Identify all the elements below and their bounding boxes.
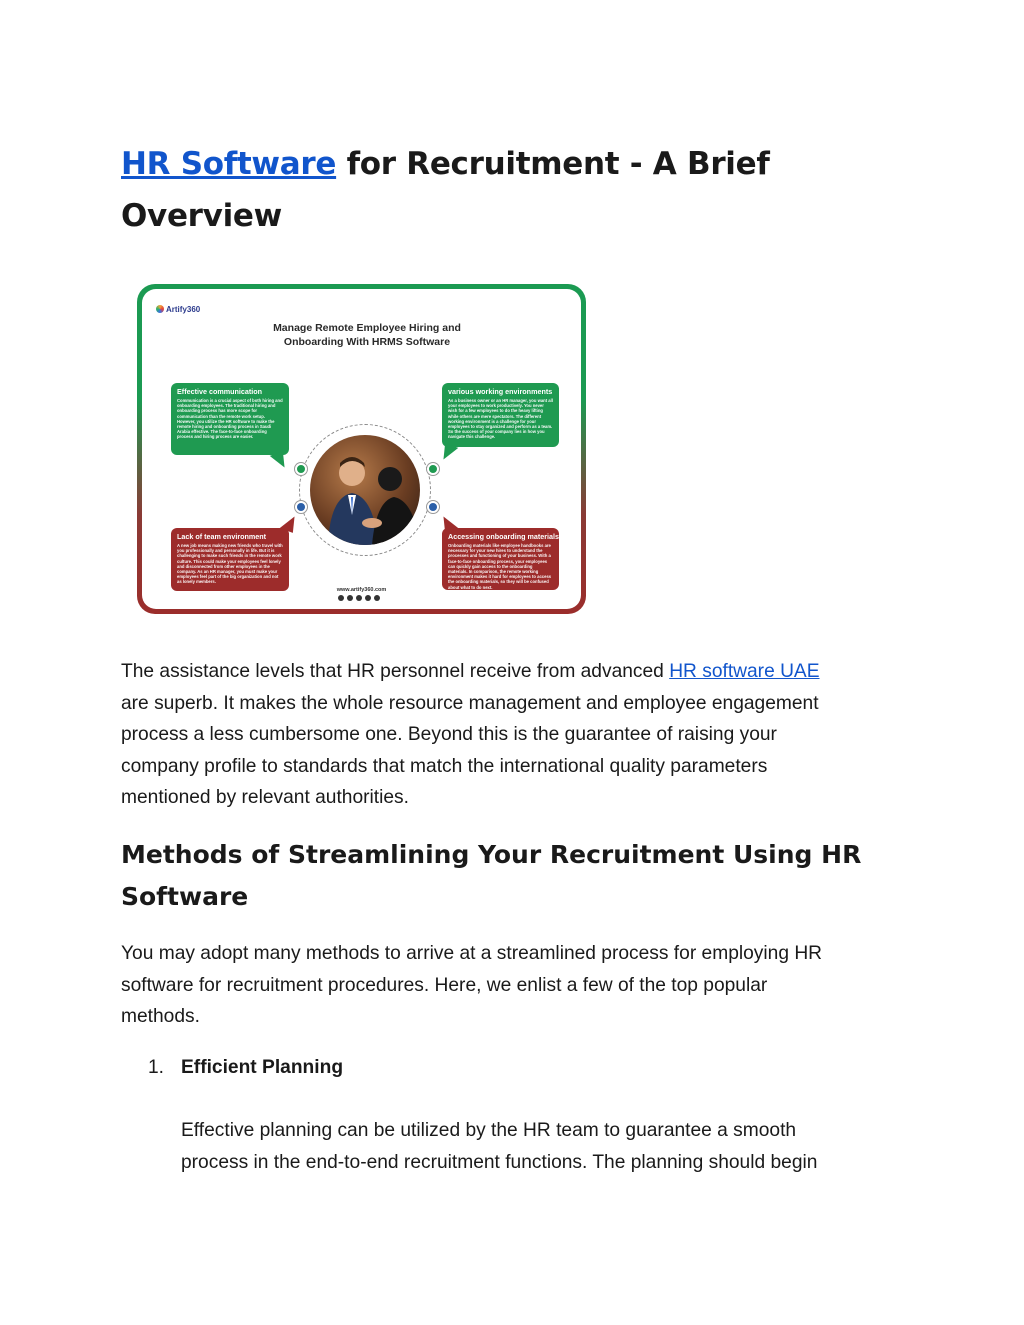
bubble-text: As a business owner or an HR manager, you want all your employees to work productively. You never wish for a few employees to do the heavy lifting while others are mere spectators. The different working environment is a challenge for your employees to stay organized and perform as a team. So the success of your company lies in how you navigate this challenge. [448, 398, 553, 440]
bubble-text: A new job means making new friends who travel with you professionally and personally in life. But it is challenging to make such friends in the remote work culture. This could make your employees feel lonely and disconnected from other employees in the company. As an HR manager, you must make your employees feel part of the big organization and not as lonely members. [177, 543, 283, 585]
linkedin-icon [365, 595, 371, 601]
connector-dot [295, 463, 307, 475]
bubble-text: Onboarding materials like employee handbooks are necessary for your new hires to understand the processes and functioning of your business. With a face-to-face onboarding process, your employees can quickly gain access to the onboarding materials. In comparison, the remote working environment makes it hard for employees to access the onboarding materials, so they will be confused about what to do next. [448, 543, 552, 590]
bubble-text: Communication is a crucial aspect of both hiring and onboarding employees. The traditional hiring and onboarding process has more scope for communication than the remote work setup. However, you utilize the HR software to make the remote hiring and onboarding process in Saudi Arabia effective. The face-to-face onboarding process and hiring process are easier. [177, 398, 283, 440]
page-title [121, 138, 901, 242]
page-title-line2: Overview [121, 198, 282, 234]
handshake-illustration [310, 435, 420, 545]
brand-name: Artify360 [166, 305, 201, 314]
bubble-effective-communication [171, 383, 289, 455]
infographic-image [137, 284, 586, 614]
bubble-team-environment [171, 528, 289, 591]
bubble-working-environments [442, 383, 559, 447]
brand-mark-icon [156, 305, 164, 313]
connector-dot [427, 463, 439, 475]
instagram-icon [347, 595, 353, 601]
hr-software-uae-link[interactable]: HR software UAE [669, 661, 820, 682]
infographic-title: Manage Remote Employee Hiring and Onboarding With HRMS Software [273, 322, 461, 348]
intro-paragraph: The assistance levels that HR personnel receive from advanced HR software UAE are superb. It makes the whole resource management and employee engagement process a less cumbersome one. Beyond this is the guarantee of raising your company profile to standards that match the international quality parameters mentioned by relevant authorities. [121, 661, 820, 808]
bubble-title: Lack of team environment [177, 532, 267, 541]
page-title-rest: for Recruitment - A Brief [336, 146, 770, 182]
hr-software-link[interactable]: HR Software [121, 146, 337, 182]
list-item-title: Efficient Planning [181, 1057, 344, 1078]
bubble-onboarding-materials [442, 528, 559, 590]
social-icons [338, 595, 380, 601]
infographic-canvas [142, 289, 581, 609]
list-item-number: 1. [148, 1057, 165, 1078]
brand-logo [156, 305, 200, 314]
methods-paragraph: You may adopt many methods to arrive at a streamlined process for employing HR software for recruitment procedures. Here, we enlist a few of the top popular methods. [121, 943, 823, 1027]
section-heading: Methods of Streamlining Your Recruitment Using HR Software [121, 840, 862, 911]
bubble-tail [440, 443, 459, 463]
facebook-icon [338, 595, 344, 601]
connector-dot [427, 501, 439, 513]
twitter-icon [356, 595, 362, 601]
list-item-body: Effective planning can be utilized by the HR team to guarantee a smooth process in the end-to-end recruitment functions. The planning should begin [181, 1120, 818, 1173]
bubble-title: Accessing onboarding materials [448, 532, 560, 541]
connector-dot [295, 501, 307, 513]
infographic-url: www.artify360.com [336, 587, 387, 593]
bubble-title: Effective communication [177, 387, 263, 396]
youtube-icon [374, 595, 380, 601]
bubble-title: various working environments [448, 387, 553, 396]
handshake-photo [310, 435, 420, 545]
